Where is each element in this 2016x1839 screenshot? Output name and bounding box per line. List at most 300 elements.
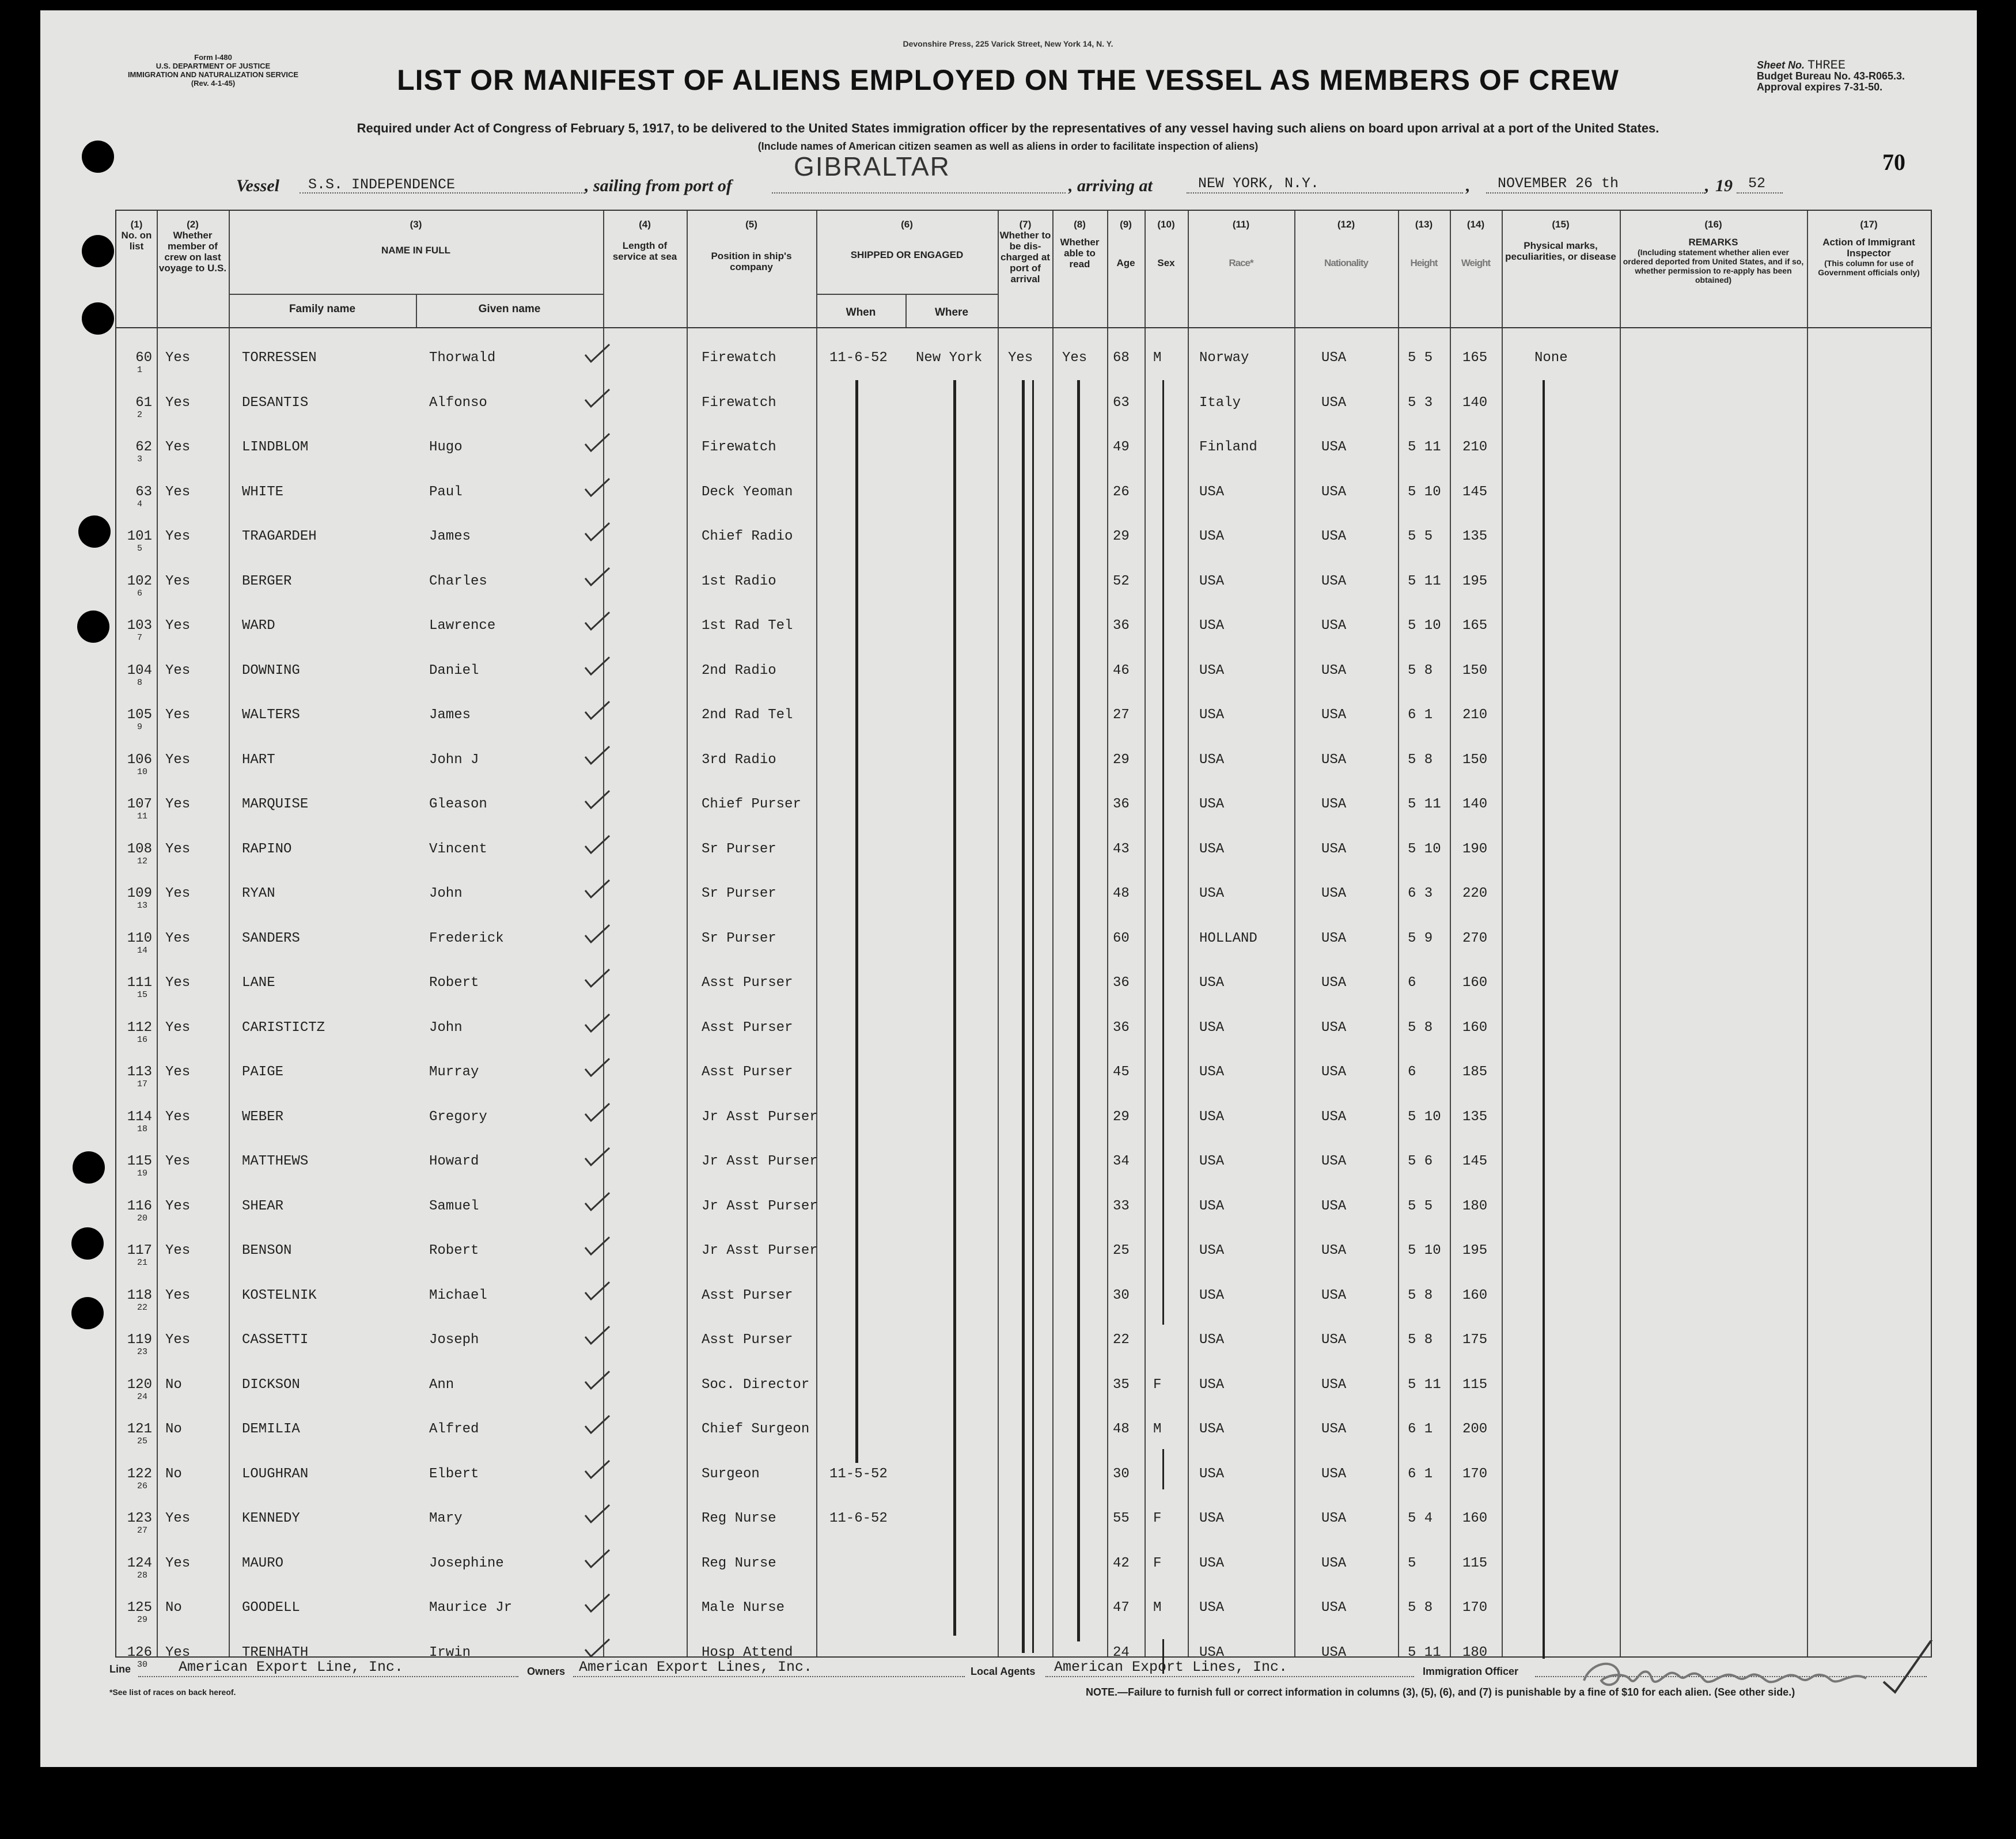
row-line-number: 23: [137, 1347, 148, 1357]
row-nationality: USA: [1321, 1555, 1347, 1571]
row-line-number: 24: [137, 1391, 148, 1402]
row-weight: 115: [1462, 1377, 1488, 1393]
punch-hole: [71, 1297, 104, 1329]
row-number: 102: [127, 573, 152, 589]
row-age: 27: [1113, 707, 1130, 723]
row-weight: 200: [1462, 1421, 1488, 1437]
row-weight: 170: [1462, 1600, 1488, 1616]
row-given-name: Mary: [429, 1511, 463, 1526]
check-mark-icon: [583, 699, 612, 722]
col-given-name-header: Given name: [478, 303, 541, 315]
col-where-header: Where: [934, 306, 969, 318]
row-crew-last-voyage: Yes: [165, 841, 191, 857]
row-crew-last-voyage: Yes: [165, 1287, 191, 1303]
check-mark-icon: [583, 1280, 612, 1303]
row-shipped-when: 11-5-52: [829, 1466, 888, 1482]
row-nationality: USA: [1321, 618, 1347, 634]
row-crew-last-voyage: Yes: [165, 1198, 191, 1214]
row-race: USA: [1199, 573, 1225, 589]
row-position: Asst Purser: [702, 1019, 793, 1036]
col-age-header: (9) Age: [1116, 219, 1135, 268]
row-line-number: 6: [137, 588, 143, 598]
line-label: Line: [109, 1663, 131, 1675]
row-family-name: BENSON: [242, 1243, 292, 1258]
form-title: LIST OR MANIFEST OF ALIENS EMPLOYED ON THE VESSEL AS MEMBERS OF CREW: [397, 64, 1619, 96]
row-position: 3rd Radio: [702, 752, 776, 768]
row-given-name: Howard: [429, 1154, 479, 1169]
row-weight: 135: [1462, 529, 1488, 544]
row-nationality: USA: [1321, 841, 1347, 857]
row-race: HOLLAND: [1199, 930, 1257, 946]
row-weight: 140: [1462, 395, 1488, 411]
row-number: 63: [135, 484, 152, 500]
row-age: 33: [1113, 1198, 1130, 1214]
row-weight: 175: [1462, 1332, 1488, 1348]
row-shipped-when: 11-6-52: [829, 350, 888, 366]
check-mark-icon: [583, 1101, 612, 1124]
row-line-number: 25: [137, 1436, 148, 1446]
row-given-name: Josephine: [429, 1555, 504, 1571]
row-age: 47: [1113, 1600, 1130, 1616]
col-family-name-header: Family name: [289, 303, 356, 315]
row-line-number: 19: [137, 1169, 148, 1178]
row-race: USA: [1199, 707, 1225, 723]
row-race: USA: [1199, 1019, 1225, 1036]
table-row: [116, 339, 1931, 380]
row-sex: F: [1153, 1555, 1162, 1571]
officer-label: Immigration Officer: [1423, 1666, 1519, 1677]
row-line-number: 10: [137, 767, 148, 777]
row-crew-last-voyage: Yes: [165, 752, 191, 768]
row-number: 112: [127, 1019, 152, 1036]
col-race-header: (11) Race*: [1229, 219, 1253, 268]
row-given-name: Robert: [429, 1243, 479, 1258]
row-given-name: Daniel: [429, 662, 479, 678]
row-family-name: MAURO: [242, 1555, 284, 1571]
row-weight: 180: [1462, 1644, 1488, 1660]
arrival-port: NEW YORK, N.Y.: [1198, 175, 1320, 192]
row-line-number: 18: [137, 1124, 148, 1134]
col-position-header: (5) Position in ship's company: [711, 219, 792, 272]
row-number: 123: [127, 1511, 152, 1526]
row-position: Male Nurse: [702, 1600, 785, 1616]
check-mark-icon: [583, 1458, 612, 1481]
row-race: USA: [1199, 1421, 1225, 1437]
row-race: USA: [1199, 1109, 1225, 1125]
row-given-name: Joseph: [429, 1332, 479, 1348]
row-number: 106: [127, 752, 152, 768]
row-height: 5 11: [1408, 1644, 1441, 1660]
row-crew-last-voyage: Yes: [165, 395, 191, 411]
row-race: Norway: [1199, 350, 1249, 366]
row-line-number: 3: [137, 454, 143, 464]
row-crew-last-voyage: Yes: [165, 707, 191, 723]
row-sex: M: [1153, 1421, 1162, 1437]
row-age: 30: [1113, 1287, 1130, 1303]
row-nationality: USA: [1321, 1511, 1347, 1526]
row-height: 5 10: [1408, 1243, 1441, 1258]
check-mark-icon: [583, 744, 612, 767]
row-line-number: 17: [137, 1079, 148, 1089]
row-given-name: Paul: [429, 484, 463, 500]
row-age: 36: [1113, 975, 1130, 991]
row-position: Hosp Attend: [702, 1644, 793, 1660]
row-crew-last-voyage: Yes: [165, 886, 191, 901]
row-nationality: USA: [1321, 1243, 1347, 1258]
vessel-name: S.S. INDEPENDENCE: [308, 176, 456, 193]
row-position: Jr Asst Purser: [702, 1109, 818, 1125]
punch-hole: [73, 1151, 105, 1184]
row-family-name: CARISTICTZ: [242, 1019, 325, 1036]
row-crew-last-voyage: Yes: [165, 1064, 191, 1080]
row-nationality: USA: [1321, 752, 1347, 768]
row-discharged: Yes: [1008, 350, 1033, 366]
row-race: USA: [1199, 1243, 1225, 1258]
col-shipped-header: (6) SHIPPED OR ENGAGED: [850, 219, 964, 260]
row-age: 29: [1113, 752, 1130, 768]
row-number: 120: [127, 1377, 152, 1393]
row-number: 104: [127, 662, 152, 678]
row-age: 30: [1113, 1466, 1130, 1482]
ditto-mark-read: [1077, 380, 1080, 1641]
check-mark-icon: [583, 655, 612, 678]
row-weight: 210: [1462, 707, 1488, 723]
row-height: 6 1: [1408, 1466, 1433, 1482]
row-height: 5 10: [1408, 484, 1441, 500]
row-age: 46: [1113, 662, 1130, 678]
row-family-name: SHEAR: [242, 1198, 284, 1214]
row-number: 60: [135, 350, 152, 366]
row-age: 36: [1113, 618, 1130, 634]
check-mark-icon: [583, 342, 612, 365]
col-no-header: (1) No. on list: [121, 219, 152, 252]
col-weight-header: (14) Weight: [1461, 219, 1491, 268]
row-position: Asst Purser: [702, 975, 793, 991]
check-mark-icon: [583, 387, 612, 410]
row-age: 55: [1113, 1511, 1130, 1526]
row-height: 6 1: [1408, 1421, 1433, 1437]
row-family-name: MATTHEWS: [242, 1154, 309, 1169]
row-weight: 165: [1462, 350, 1488, 366]
row-number: 108: [127, 841, 152, 857]
row-position: Chief Purser: [702, 797, 801, 812]
row-given-name: Hugo: [429, 439, 463, 455]
row-family-name: DEMILIA: [242, 1421, 300, 1437]
row-crew-last-voyage: Yes: [165, 930, 191, 946]
row-number: 114: [127, 1109, 152, 1125]
row-nationality: USA: [1321, 1377, 1347, 1393]
row-race: USA: [1199, 484, 1225, 500]
row-nationality: USA: [1321, 350, 1347, 366]
row-height: 5 10: [1408, 1109, 1441, 1125]
row-weight: 195: [1462, 573, 1488, 589]
ditto-mark-when: [855, 380, 858, 1463]
row-age: 42: [1113, 1555, 1130, 1571]
row-nationality: USA: [1321, 797, 1347, 812]
row-number: 118: [127, 1287, 152, 1303]
row-crew-last-voyage: Yes: [165, 1511, 191, 1526]
row-position: Chief Surgeon: [702, 1421, 810, 1437]
check-mark-icon: [583, 1637, 612, 1660]
row-height: 5 11: [1408, 439, 1441, 455]
row-line-number: 8: [137, 677, 143, 688]
row-height: 5 11: [1408, 1377, 1441, 1393]
owners-value: American Export Lines, Inc.: [579, 1659, 813, 1675]
row-sex: M: [1153, 350, 1162, 366]
row-position: Firewatch: [702, 439, 776, 455]
row-height: 6: [1408, 1064, 1416, 1080]
row-crew-last-voyage: Yes: [165, 1555, 191, 1571]
row-race: USA: [1199, 1198, 1225, 1214]
row-race: Finland: [1199, 439, 1257, 455]
row-number: 101: [127, 529, 152, 544]
sheet-info: [1757, 60, 1905, 93]
row-height: 5 10: [1408, 618, 1441, 634]
row-given-name: John: [429, 886, 463, 901]
row-nationality: USA: [1321, 886, 1347, 901]
row-family-name: WHITE: [242, 484, 284, 500]
row-crew-last-voyage: Yes: [165, 1154, 191, 1169]
row-crew-last-voyage: Yes: [165, 1332, 191, 1348]
row-line-number: 1: [137, 365, 143, 375]
row-weight: 160: [1462, 1511, 1488, 1526]
row-race: USA: [1199, 1064, 1225, 1080]
col-nationality-header: (12) Nationality: [1324, 219, 1368, 268]
row-line-number: 5: [137, 544, 143, 553]
row-line-number: 20: [137, 1213, 148, 1223]
include-note: (Include names of American citizen seamen as well as aliens in order to facilitate inspection of aliens): [757, 141, 1259, 152]
check-mark-icon: [583, 878, 612, 901]
check-mark-icon: [583, 1503, 612, 1526]
row-nationality: USA: [1321, 1332, 1347, 1348]
row-family-name: TORRESSEN: [242, 350, 317, 366]
row-age: 48: [1113, 1421, 1130, 1437]
row-age: 43: [1113, 841, 1130, 857]
row-height: 5 4: [1408, 1511, 1433, 1526]
row-line-number: 22: [137, 1302, 148, 1313]
row-line-number: 12: [137, 856, 148, 866]
row-nationality: USA: [1321, 1600, 1347, 1616]
row-age: 48: [1113, 886, 1130, 901]
row-height: 5 5: [1408, 350, 1433, 366]
row-given-name: Michael: [429, 1287, 487, 1303]
row-nationality: USA: [1321, 975, 1347, 991]
row-position: Reg Nurse: [702, 1511, 776, 1526]
row-family-name: PAIGE: [242, 1064, 284, 1080]
row-race: USA: [1199, 1154, 1225, 1169]
row-given-name: Lawrence: [429, 618, 496, 634]
row-family-name: DOWNING: [242, 662, 300, 678]
row-position: Reg Nurse: [702, 1555, 776, 1571]
row-height: 6 3: [1408, 886, 1433, 901]
row-nationality: USA: [1321, 529, 1347, 544]
row-nationality: USA: [1321, 1019, 1347, 1036]
row-shipped-where: New York: [916, 350, 983, 366]
row-height: 5 5: [1408, 529, 1433, 544]
row-race: USA: [1199, 1600, 1225, 1616]
row-position: 2nd Radio: [702, 662, 776, 678]
row-height: 5 3: [1408, 395, 1433, 411]
punch-hole: [77, 611, 109, 643]
row-age: 68: [1113, 350, 1130, 366]
row-crew-last-voyage: No: [165, 1600, 182, 1616]
col-service-length-header: (4) Length of service at sea: [612, 219, 677, 262]
row-family-name: GOODELL: [242, 1600, 300, 1616]
row-weight: 185: [1462, 1064, 1488, 1080]
row-given-name: Maurice Jr: [429, 1600, 513, 1616]
row-weight: 140: [1462, 797, 1488, 812]
row-number: 61: [135, 395, 152, 411]
row-number: 109: [127, 886, 152, 901]
row-position: Deck Yeoman: [702, 484, 793, 500]
row-line-number: 26: [137, 1481, 148, 1491]
row-line-number: 2: [137, 409, 143, 420]
row-nationality: USA: [1321, 1064, 1347, 1080]
row-number: 124: [127, 1555, 152, 1571]
row-nationality: USA: [1321, 1644, 1347, 1660]
row-family-name: KOSTELNIK: [242, 1287, 317, 1303]
row-position: 1st Radio: [702, 573, 776, 589]
row-position: Sr Purser: [702, 886, 776, 901]
arrival-year: 52: [1748, 175, 1766, 192]
row-height: 6 1: [1408, 707, 1433, 723]
row-age: 63: [1113, 395, 1130, 411]
row-line-number: 16: [137, 1034, 148, 1045]
row-physical-marks: None: [1534, 350, 1568, 366]
row-position: Sr Purser: [702, 930, 776, 946]
row-age: 24: [1113, 1644, 1130, 1660]
row-given-name: James: [429, 529, 471, 544]
row-age: 49: [1113, 439, 1130, 455]
check-mark-icon: [583, 1369, 612, 1392]
row-race: USA: [1199, 1332, 1225, 1348]
row-given-name: Samuel: [429, 1198, 479, 1214]
row-height: 6: [1408, 975, 1416, 991]
row-weight: 180: [1462, 1198, 1488, 1214]
row-crew-last-voyage: Yes: [165, 484, 191, 500]
row-sex: M: [1153, 1600, 1162, 1616]
row-height: 5 9: [1408, 930, 1433, 946]
row-race: USA: [1199, 752, 1225, 768]
row-height: 5 8: [1408, 1332, 1433, 1348]
row-position: Surgeon: [702, 1466, 760, 1482]
row-age: 52: [1113, 573, 1130, 589]
vessel-label: Vessel: [236, 176, 279, 195]
check-mark-icon: [583, 1235, 612, 1258]
row-weight: 160: [1462, 975, 1488, 991]
row-family-name: WEBER: [242, 1109, 284, 1125]
row-crew-last-voyage: Yes: [165, 573, 191, 589]
fine-note: NOTE.—Failure to furnish full or correct information in columns (3), (5), (6), and (7) is punishable by a fine of $10 for each alien. (See other side.): [1086, 1686, 1795, 1698]
row-family-name: WALTERS: [242, 707, 300, 723]
row-position: Jr Asst Purser: [702, 1198, 818, 1214]
budget-bureau: Budget Bureau No. 43-R065.3.: [1757, 70, 1905, 82]
row-weight: 145: [1462, 484, 1488, 500]
row-race: USA: [1199, 975, 1225, 991]
departure-port: GIBRALTAR: [794, 151, 950, 181]
row-family-name: LANE: [242, 975, 275, 991]
row-position: Asst Purser: [702, 1287, 793, 1303]
row-given-name: Alfonso: [429, 395, 487, 411]
check-mark-icon: [583, 610, 612, 633]
row-line-number: 4: [137, 499, 143, 509]
punch-hole: [82, 302, 114, 335]
check-mark-icon: [583, 1146, 612, 1169]
ditto-mark-discharged: [1022, 380, 1025, 1653]
row-family-name: HART: [242, 752, 275, 768]
row-crew-last-voyage: Yes: [165, 1109, 191, 1125]
row-weight: 190: [1462, 841, 1488, 857]
row-age: 26: [1113, 484, 1130, 500]
row-crew-last-voyage: Yes: [165, 350, 191, 366]
col-height-header: (13) Height: [1410, 219, 1438, 268]
row-line-number: 11: [137, 812, 148, 821]
row-family-name: SANDERS: [242, 930, 300, 946]
check-mark-icon: [583, 476, 612, 499]
col-remarks-header: (16) REMARKS (Including statement whether alien ever ordered deported from United States, and if so, whether permission to re-apply has been obtained): [1623, 219, 1804, 285]
row-number: 107: [127, 797, 152, 812]
row-race: USA: [1199, 662, 1225, 678]
row-age: 45: [1113, 1064, 1130, 1080]
row-family-name: TRAGARDEH: [242, 529, 317, 544]
row-weight: 115: [1462, 1555, 1488, 1571]
row-family-name: BERGER: [242, 573, 292, 589]
row-number: 62: [135, 439, 152, 455]
row-crew-last-voyage: Yes: [165, 797, 191, 812]
row-position: Firewatch: [702, 350, 776, 366]
punch-hole: [82, 235, 114, 267]
row-line-number: 29: [137, 1615, 148, 1625]
col-read-header: (8) Whether able to read: [1060, 219, 1100, 270]
row-given-name: Irwin: [429, 1644, 471, 1660]
row-crew-last-voyage: No: [165, 1466, 182, 1482]
row-height: 5 8: [1408, 1600, 1433, 1616]
arrival-date: NOVEMBER 26 th: [1498, 175, 1619, 192]
year-prefix: 19: [1715, 176, 1733, 195]
row-height: 5: [1408, 1555, 1416, 1571]
row-weight: 160: [1462, 1287, 1488, 1303]
row-weight: 195: [1462, 1243, 1488, 1258]
sheet-number: THREE: [1807, 58, 1846, 73]
check-mark-icon: [583, 1012, 612, 1035]
row-nationality: USA: [1321, 1287, 1347, 1303]
row-race: USA: [1199, 886, 1225, 901]
row-family-name: DESANTIS: [242, 395, 309, 411]
row-nationality: USA: [1321, 1466, 1347, 1482]
row-crew-last-voyage: Yes: [165, 662, 191, 678]
row-age: 29: [1113, 529, 1130, 544]
row-number: 117: [127, 1243, 152, 1258]
row-race: Italy: [1199, 395, 1241, 411]
row-crew-last-voyage: No: [165, 1421, 182, 1437]
col-physical-marks-header: (15) Physical marks, peculiarities, or disease: [1505, 219, 1616, 262]
row-age: 29: [1113, 1109, 1130, 1125]
row-height: 5 11: [1408, 797, 1441, 812]
row-height: 5 10: [1408, 841, 1441, 857]
arriving-label: , arriving at: [1068, 176, 1153, 195]
row-nationality: USA: [1321, 930, 1347, 946]
row-line-number: 28: [137, 1570, 148, 1580]
ditto-mark-marks: [1543, 380, 1545, 1659]
row-weight: 135: [1462, 1109, 1488, 1125]
agents-label: Local Agents: [971, 1666, 1036, 1677]
row-given-name: Thorwald: [429, 350, 496, 366]
row-crew-last-voyage: Yes: [165, 439, 191, 455]
row-height: 5 8: [1408, 1287, 1433, 1303]
row-weight: 150: [1462, 662, 1488, 678]
races-note: *See list of races on back hereof.: [109, 1688, 236, 1697]
row-position: Firewatch: [702, 395, 776, 411]
